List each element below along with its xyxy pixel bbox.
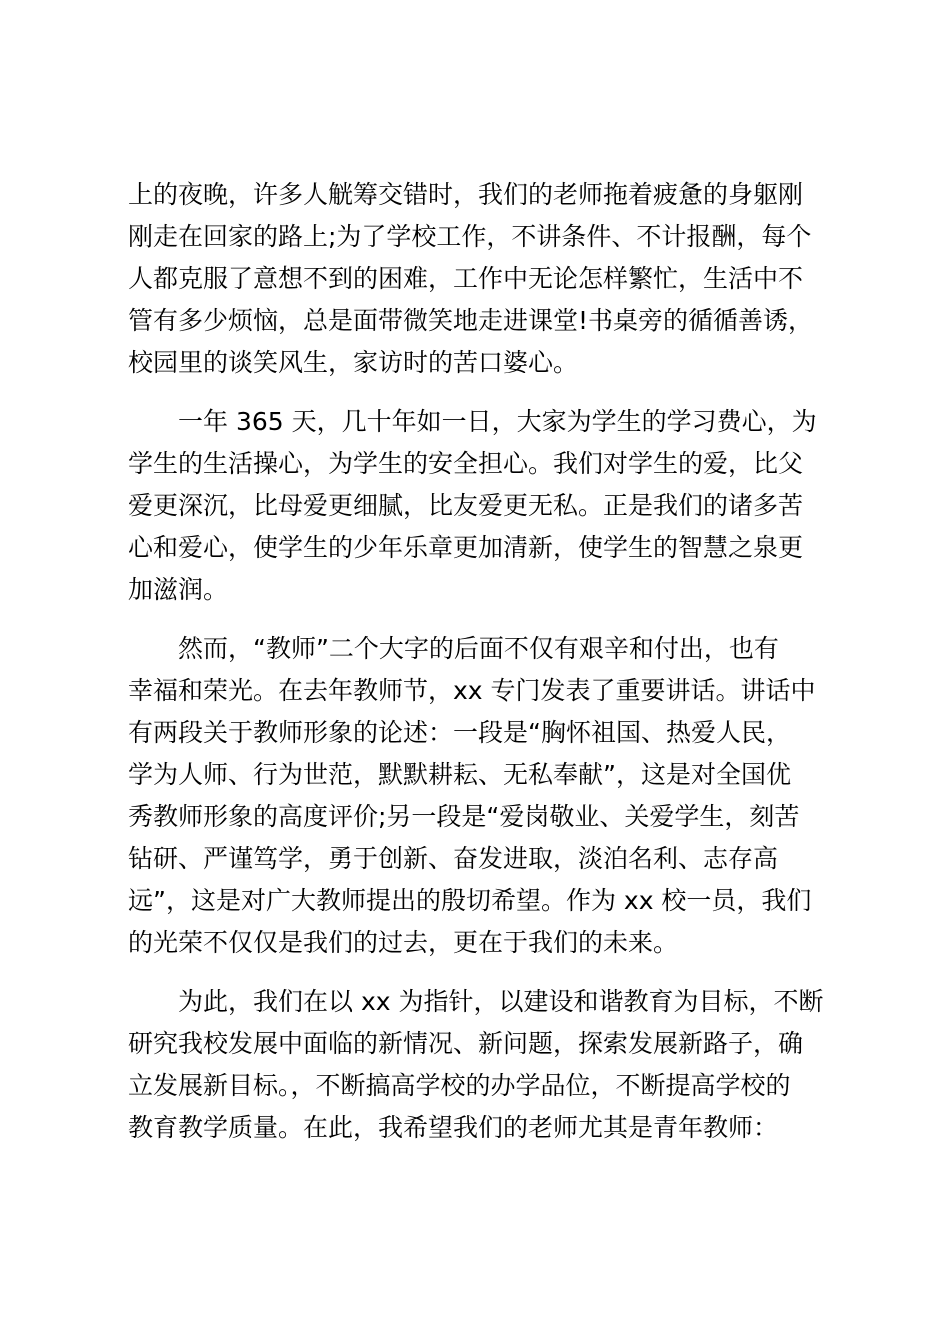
text-line: 钻研、严谨笃学，勇于创新、奋发进取，淡泊名利、志存高 [128, 844, 779, 873]
text-line: 学为人师、行为世范，默默耕耘、无私奉献”，这是对全国优 [128, 760, 791, 789]
text-line: 然而，“教师”二个大字的后面不仅有艰辛和付出，也有 [178, 634, 779, 663]
text-line: 刚走在回家的路上;为了学校工作，不讲条件、不计报酬，每个 [128, 222, 812, 251]
text-line: 幸福和荣光。在去年教师节，xx 专门发表了重要讲话。讲话中 [128, 676, 816, 705]
text-line: 校园里的谈笑风生，家访时的苦口婆心。 [128, 348, 579, 377]
text-line: 远”，这是对广大教师提出的殷切希望。作为 xx 校一员，我们 [128, 886, 812, 915]
text-line: 有两段关于教师形象的论述：一段是“胸怀祖国、热爱人民， [128, 718, 791, 747]
text-line: 的光荣不仅仅是我们的过去，更在于我们的未来。 [128, 928, 679, 957]
text-line: 研究我校发展中面临的新情况、新问题，探索发展新路子，确 [128, 1029, 804, 1058]
text-line: 为此，我们在以 xx 为指针，以建设和谐教育为目标，不断 [178, 987, 824, 1016]
text-line: 学生的生活操心，为学生的安全担心。我们对学生的爱，比父 [128, 449, 804, 478]
text-line: 爱更深沉，比母爱更细腻，比友爱更无私。正是我们的诸多苦 [128, 491, 804, 520]
text-line: 立发展新目标。，不断搞高学校的办学品位，不断提高学校的 [128, 1071, 791, 1100]
text-line: 管有多少烦恼，总是面带微笑地走进课堂!书桌旁的循循善诱， [128, 306, 814, 335]
text-line: 上的夜晚，许多人觥筹交错时，我们的老师拖着疲惫的身躯刚 [128, 180, 804, 209]
text-line: 秀教师形象的高度评价;另一段是“爱岗敬业、关爱学生，刻苦 [128, 802, 800, 831]
text-line: 一年 365 天，几十年如一日，大家为学生的学习费心，为 [178, 407, 817, 436]
text-line: 加滋润。 [128, 575, 229, 604]
text-line: 心和爱心，使学生的少年乐章更加清新，使学生的智慧之泉更 [128, 533, 804, 562]
text-line: 人都克服了意想不到的困难，工作中无论怎样繁忙，生活中不 [128, 264, 804, 293]
text-line: 教育教学质量。在此，我希望我们的老师尤其是青年教师： [128, 1113, 779, 1142]
